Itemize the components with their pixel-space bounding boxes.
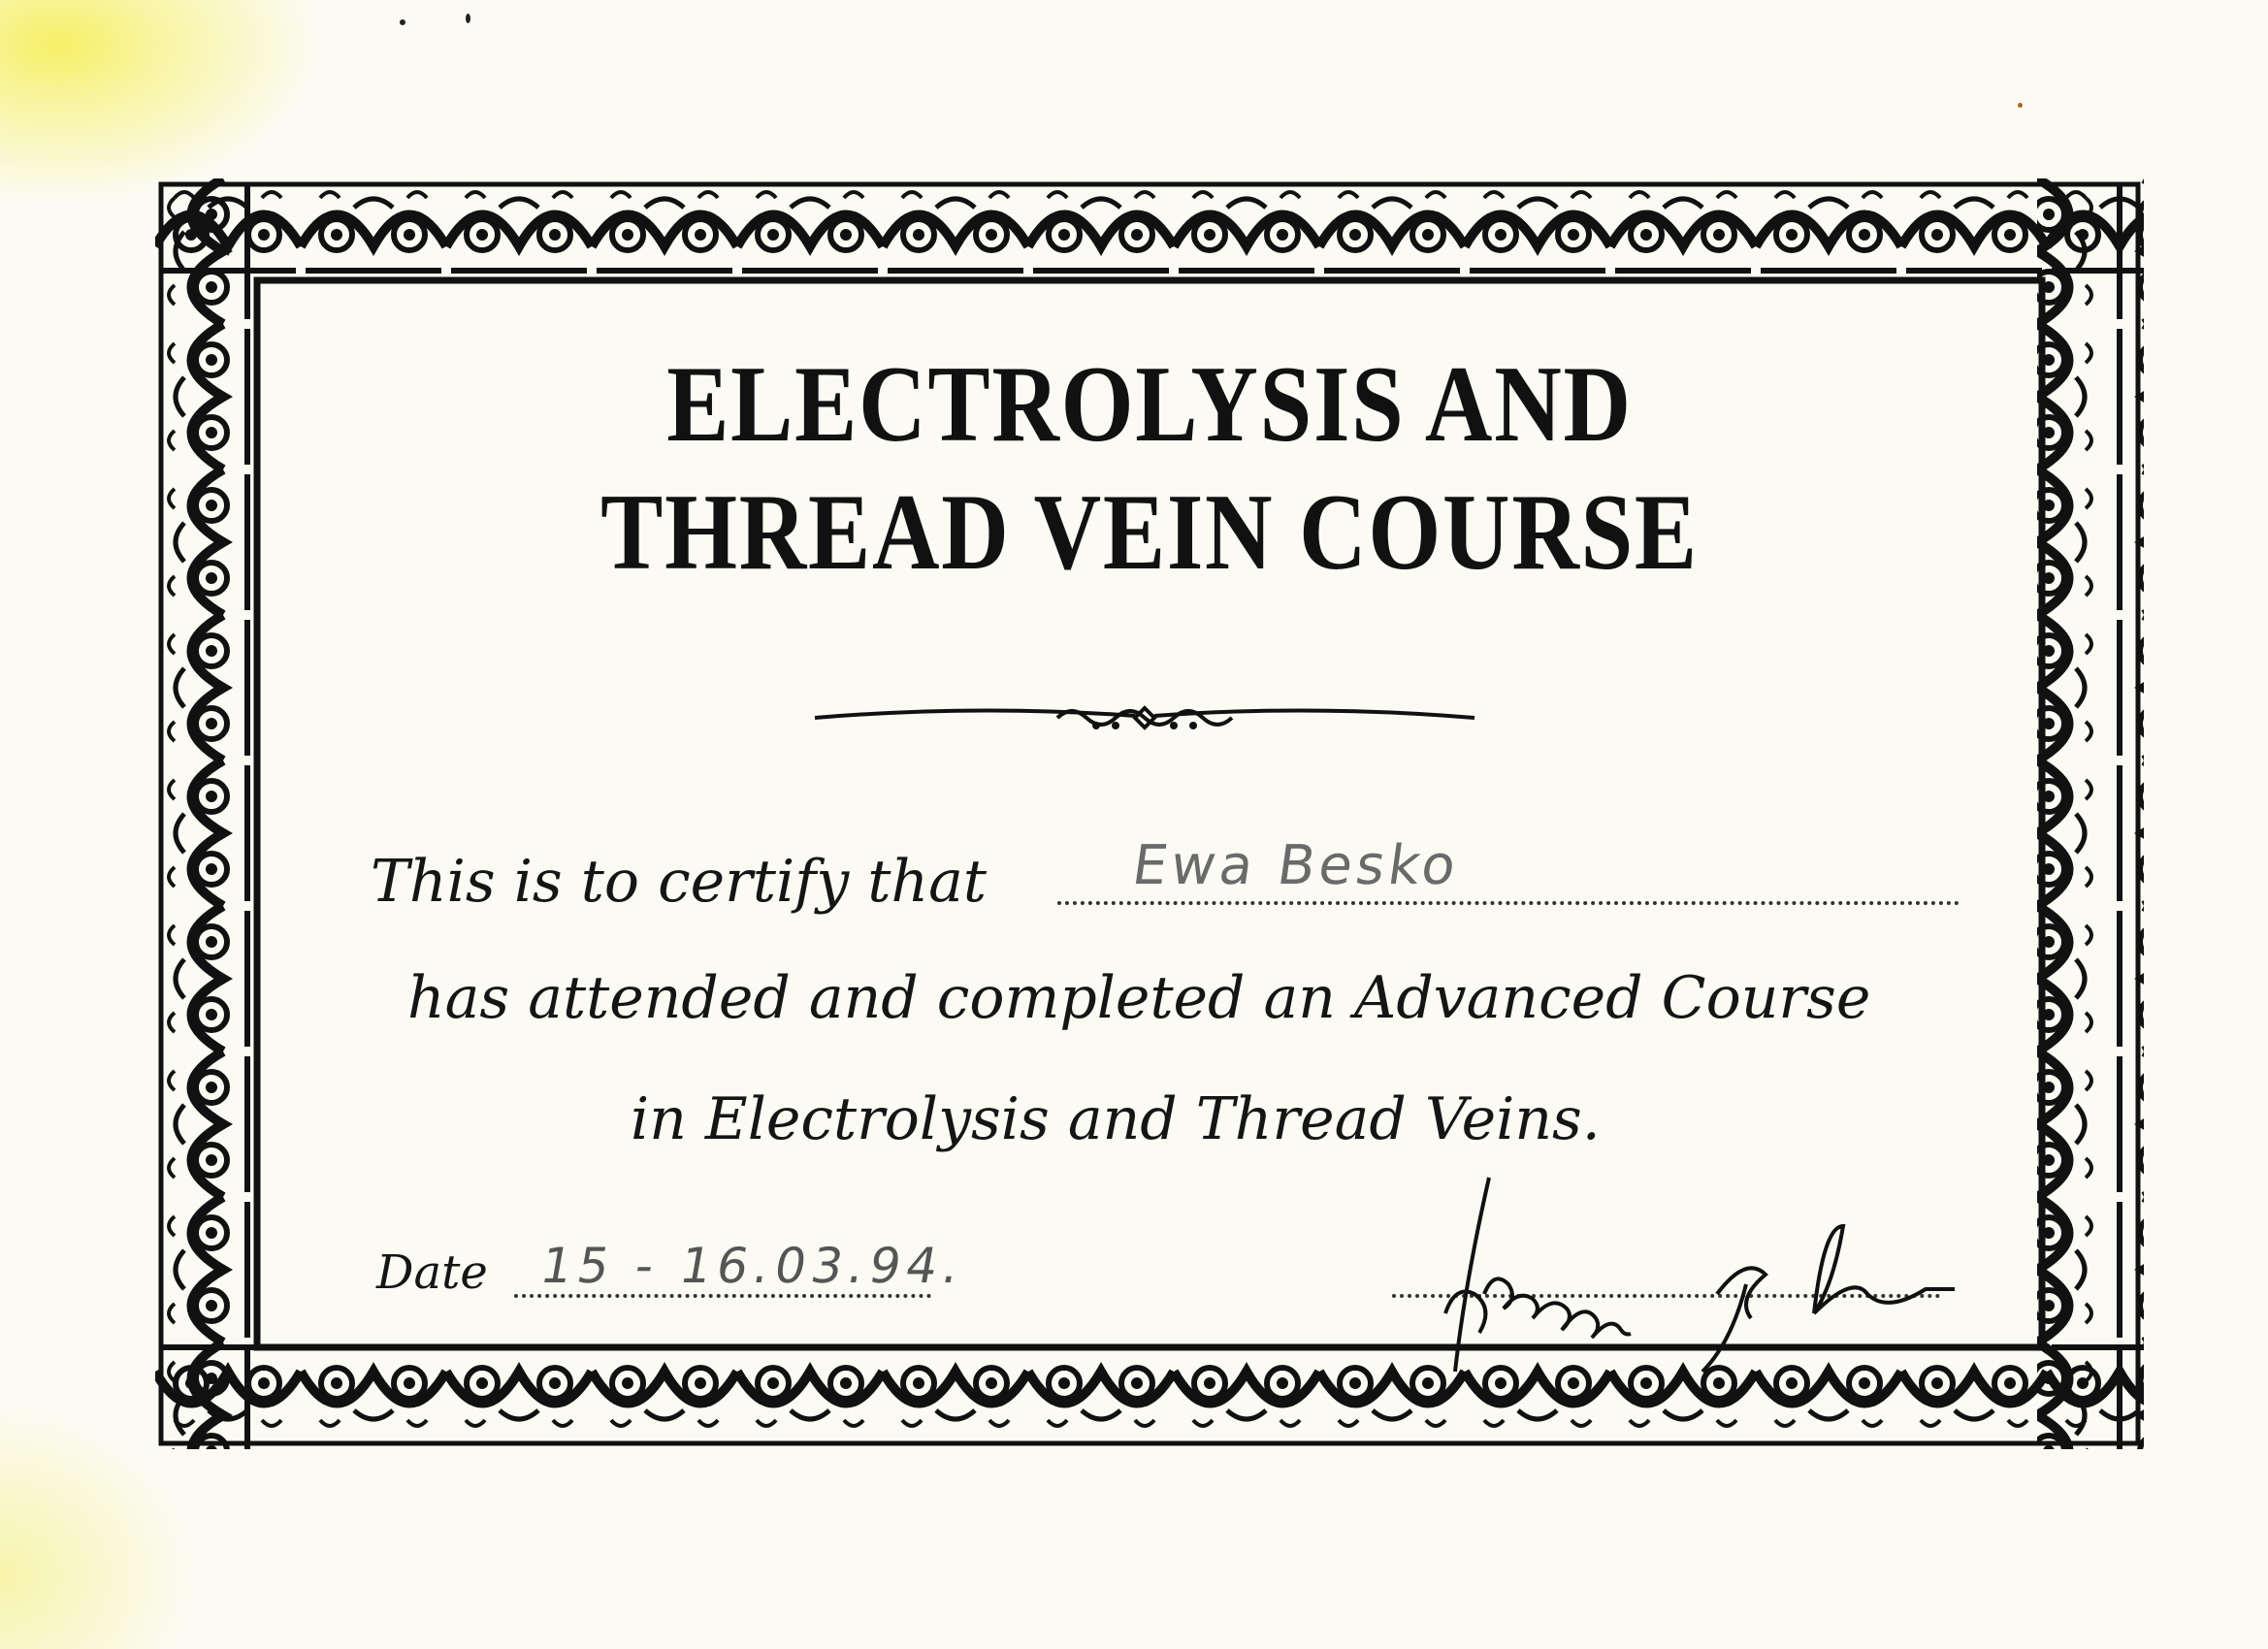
certificate-title-line1: ELECTROLYSIS AND xyxy=(666,344,1633,465)
date-value: 15 - 16.03.94. xyxy=(535,1238,970,1294)
completion-statement-line2: in Electrolysis and Thread Veins. xyxy=(631,1085,1601,1153)
signature xyxy=(1426,1168,1969,1381)
recipient-dotted-line xyxy=(1057,901,1960,905)
certify-label: This is to certify that xyxy=(371,848,987,916)
scan-stain xyxy=(0,0,320,204)
completion-statement-line1: has attended and completed an Advanced Course xyxy=(407,964,1871,1032)
certificate xyxy=(155,178,2144,1449)
title-divider-flourish xyxy=(815,693,1474,741)
date-label: Date xyxy=(376,1245,488,1300)
date-dotted-line xyxy=(514,1294,931,1298)
recipient-name: Ewa Besko xyxy=(1128,834,1464,897)
scan-speck xyxy=(466,14,470,23)
certificate-title-line2: THREAD VEIN COURSE xyxy=(600,472,1699,593)
scan-speck xyxy=(400,19,405,25)
scan-speck xyxy=(2018,103,2023,108)
